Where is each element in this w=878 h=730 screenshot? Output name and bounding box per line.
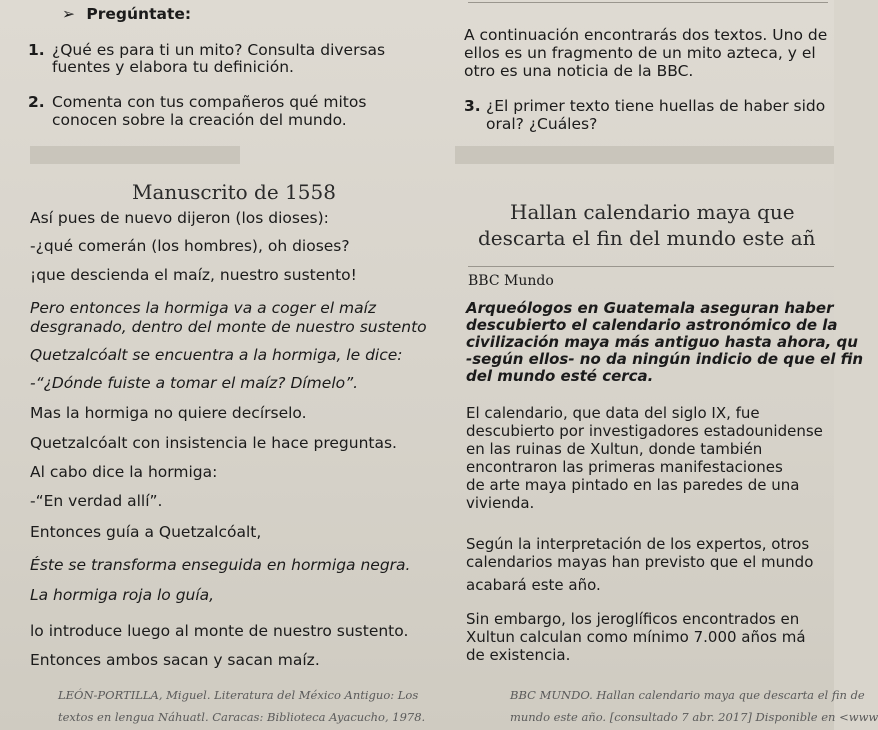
- news-lead-line: -según ellos- no da ningún indicio de que el fin: [466, 350, 864, 368]
- myth-line: Entonces guía a Quetzalcóalt,: [30, 523, 262, 541]
- question-number: 2.: [28, 93, 45, 111]
- question-line: ¿El primer texto tiene huellas de haber sido: [486, 97, 826, 115]
- myth-line: Así pues de nuevo dijeron (los dioses):: [30, 209, 329, 227]
- myth-line: -¿qué comerán (los hombres), oh dioses?: [30, 237, 350, 255]
- question-line: ¿Qué es para ti un mito? Consulta diversas: [52, 41, 386, 59]
- left-header-bar: [30, 146, 240, 164]
- myth-line: ¡que descienda el maíz, nuestro sustento!: [30, 266, 357, 284]
- news-lead-line: Arqueólogos en Guatemala aseguran haber: [466, 299, 834, 317]
- news-lead-line: civilización maya más antiguo hasta ahora, qu: [466, 333, 858, 351]
- news-para-line: de existencia.: [466, 646, 571, 664]
- news-title-line: descarta el fin del mundo este añ: [478, 226, 816, 250]
- intro-line: otro es una noticia de la BBC.: [464, 62, 694, 80]
- myth-line: La hormiga roja lo guía,: [30, 586, 215, 604]
- news-title-rule: [468, 266, 834, 267]
- myth-line: Pero entonces la hormiga va a coger el maíz: [30, 299, 377, 317]
- top-rule: [468, 2, 828, 3]
- news-para-line: calendarios mayas han previsto que el mundo: [466, 553, 814, 571]
- intro-line: A continuación encontrarás dos textos. Uno de: [464, 26, 828, 44]
- question-line: fuentes y elabora tu definición.: [52, 58, 294, 76]
- myth-citation-line: LEÓN-PORTILLA, Miguel. Literatura del México Antiguo: Los: [58, 688, 419, 702]
- myth-line: lo introduce luego al monte de nuestro sustento.: [30, 622, 409, 640]
- intro-line: ellos es un fragmento de un mito azteca, y el: [464, 44, 816, 62]
- news-lead-line: descubierto el calendario astronómico de la: [466, 316, 838, 334]
- myth-line: Al cabo dice la hormiga:: [30, 463, 218, 481]
- myth-citation-line: textos en lengua Náhuatl. Caracas: Biblioteca Ayacucho, 1978.: [58, 710, 426, 724]
- myth-line: Entonces ambos sacan y sacan maíz.: [30, 651, 320, 669]
- news-title-line: Hallan calendario maya que: [510, 200, 795, 224]
- news-source: BBC Mundo: [468, 273, 554, 289]
- myth-line: -“En verdad allí”.: [30, 492, 163, 510]
- question-line: oral? ¿Cuáles?: [486, 115, 598, 133]
- question-line: Comenta con tus compañeros qué mitos: [52, 93, 367, 111]
- news-para-line: vivienda.: [466, 494, 535, 512]
- news-para-line: El calendario, que data del siglo IX, fue: [466, 404, 760, 422]
- myth-line: Mas la hormiga no quiere decírselo.: [30, 404, 307, 422]
- question-number: 1.: [28, 41, 45, 59]
- news-para-line: de arte maya pintado en las paredes de una: [466, 476, 800, 494]
- header: [62, 4, 191, 24]
- arrow-bullet-icon: ➢: [62, 5, 75, 23]
- news-para-line: en las ruinas de Xultun, donde también: [466, 440, 763, 458]
- news-lead-line: del mundo esté cerca.: [466, 367, 654, 385]
- myth-line: -“¿Dónde fuiste a tomar el maíz? Dímelo”.: [30, 374, 359, 392]
- myth-line: Éste se transforma enseguida en hormiga negra.: [30, 556, 411, 574]
- question-line: conocen sobre la creación del mundo.: [52, 111, 347, 129]
- myth-line: desgranado, dentro del monte de nuestro sustento: [30, 318, 427, 336]
- news-para-line: Xultun calculan como mínimo 7.000 años má: [466, 628, 806, 646]
- news-para-line: encontraron las primeras manifestaciones: [466, 458, 783, 476]
- news-para-line: acabará este año.: [466, 576, 601, 594]
- myth-title: Manuscrito de 1558: [132, 180, 336, 204]
- news-citation-line: mundo este año. [consultado 7 abr. 2017] Disponible en <www: [510, 710, 878, 724]
- myth-line: Quetzalcóalt se encuentra a la hormiga, le dice:: [30, 346, 403, 364]
- question-number: 3.: [464, 97, 481, 115]
- news-para-line: Según la interpretación de los expertos, otros: [466, 535, 810, 553]
- news-para-line: descubierto por investigadores estadounidense: [466, 422, 823, 440]
- header-title: Pregúntate:: [86, 5, 192, 23]
- right-header-bar: [455, 146, 834, 164]
- myth-line: Quetzalcóalt con insistencia le hace preguntas.: [30, 434, 397, 452]
- news-citation-line: BBC MUNDO. Hallan calendario maya que descarta el fin de: [510, 688, 865, 702]
- news-para-line: Sin embargo, los jeroglíficos encontrados en: [466, 610, 800, 628]
